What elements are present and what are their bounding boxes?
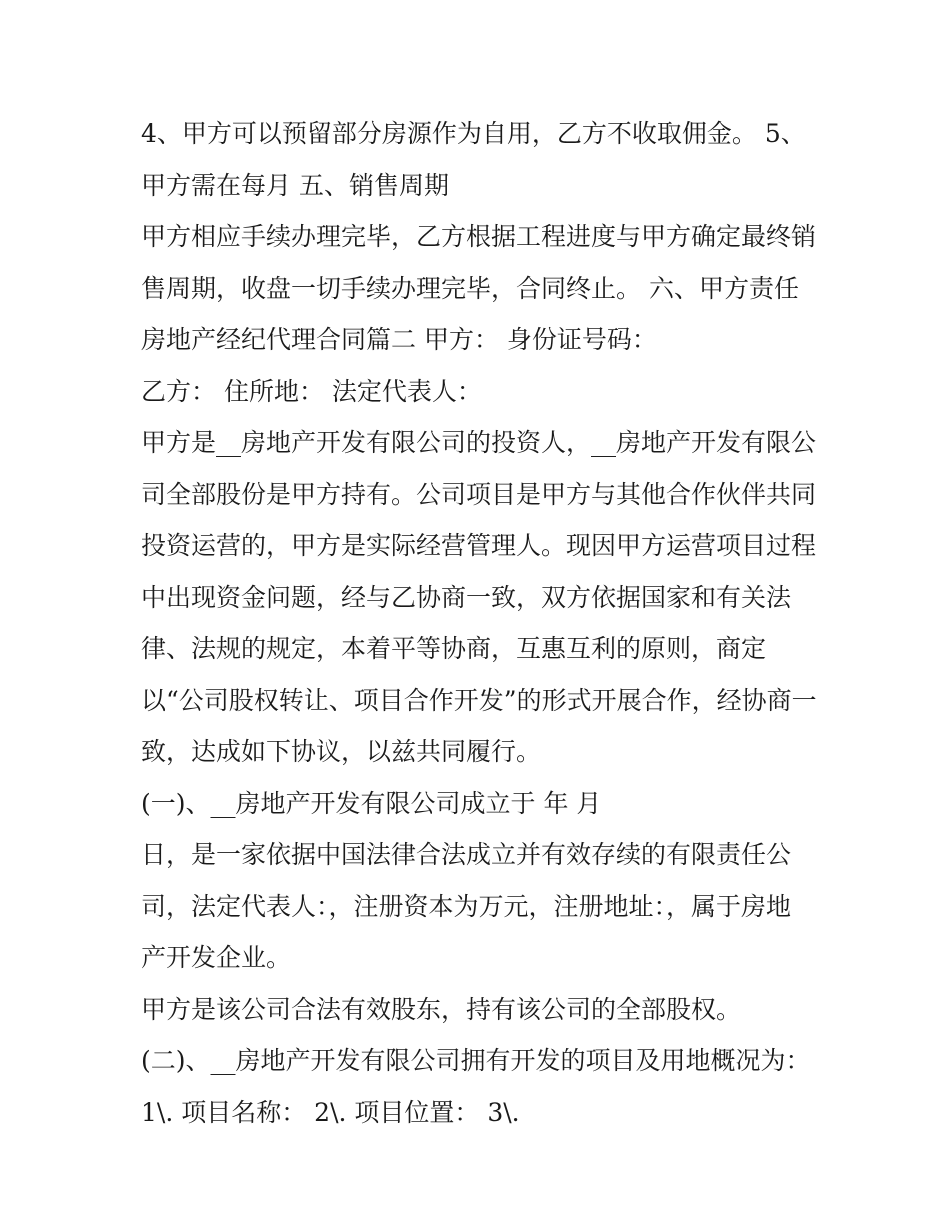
text-line: 甲方是该公司合法有效股东，持有该公司的全部股权。 [141, 994, 742, 1024]
text-line: 投资运营的，甲方是实际经营管理人。现因甲方运营项目过程 [141, 531, 817, 560]
text-line: 司，法定代表人：，注册资本为万元，注册地址：，属于房地 [141, 891, 792, 921]
text-line: 甲方是__房地产开发有限公司的投资人，__房地产开发有限公 [141, 428, 817, 457]
text-line: 售周期，收盘一切手续办理完毕，合同终止。 六、甲方责任 [141, 273, 799, 303]
text-line: 产开发企业。 [141, 943, 292, 972]
text-line: 房地产经纪代理合同篇二 甲方： 身份证号码： [141, 325, 657, 354]
text-line: 以“公司股权转让、项目合作开发”的形式开展合作，经协商一 [141, 685, 817, 715]
text-line: 甲方相应手续办理完毕，乙方根据工程进度与甲方确定最终销 [141, 222, 817, 251]
text-line: 甲方需在每月 五、销售周期 [141, 170, 449, 200]
text-line: 日，是一家依据中国法律合法成立并有效存续的有限责任公 [141, 840, 792, 869]
contract-body [141, 108, 821, 1138]
text-line: (一)、__房地产开发有限公司成立于 年 月 [141, 788, 602, 818]
text-line: 乙方： 住所地： 法定代表人： [141, 376, 482, 406]
text-line: 1\. 项目名称： 2\. 项目位置： 3\. [141, 1097, 520, 1127]
text-line: 司全部股份是甲方持有。公司项目是甲方与其他合作伙伴共同 [141, 479, 817, 509]
text-line: 致，达成如下协议，以兹共同履行。 [141, 737, 542, 766]
text-line: 4、甲方可以预留部分房源作为自用，乙方不收取佣金。 5、 [141, 119, 806, 148]
text-line: (二)、__房地产开发有限公司拥有开发的项目及用地概况为： [141, 1046, 811, 1075]
text-line: 律、法规的规定，本着平等协商，互惠互利的原则，商定 [141, 634, 767, 663]
text-line: 中出现资金问题，经与乙协商一致，双方依据国家和有关法 [141, 582, 792, 612]
